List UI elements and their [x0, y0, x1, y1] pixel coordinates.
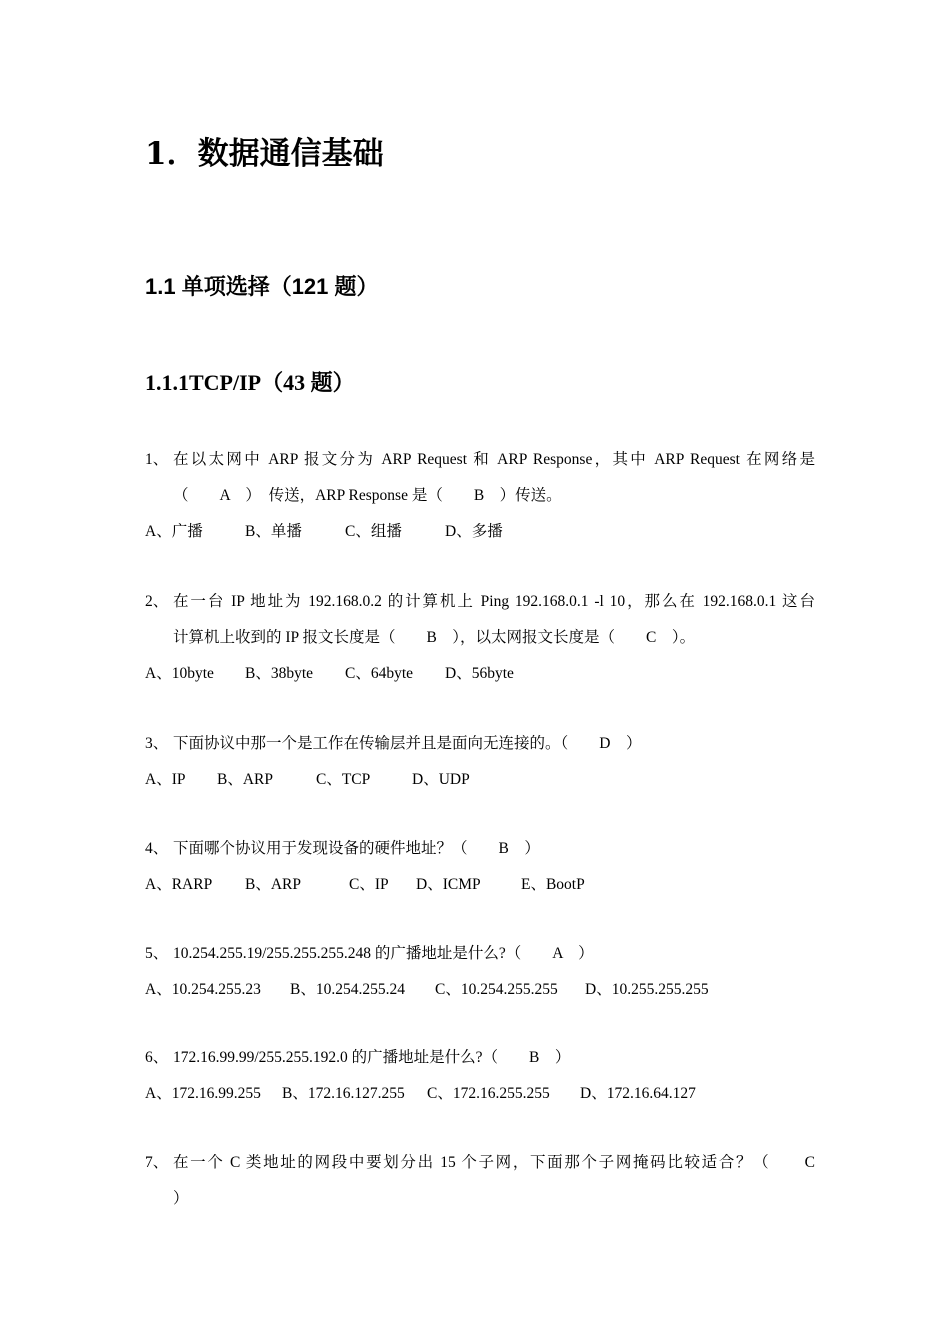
option-b: B、ARP	[217, 771, 273, 788]
option-c: C、TCP	[316, 771, 371, 788]
answer-options	[145, 1076, 815, 1112]
question-1	[145, 442, 815, 550]
question-3	[145, 726, 815, 798]
option-c: C、组播	[345, 523, 402, 540]
chapter-heading: 1．数据通信基础	[145, 136, 384, 172]
answer-options	[145, 972, 815, 1008]
option-d: D、UDP	[412, 771, 470, 788]
option-a: A、10.254.255.23	[145, 981, 261, 998]
answer-options	[145, 867, 815, 903]
question-text: 下面协议中那一个是工作在传输层并且是面向无连接的。（ D ）	[173, 735, 642, 752]
answer-options	[145, 656, 815, 692]
question-text: ）	[173, 1190, 189, 1207]
question-number: 2、	[145, 593, 169, 610]
option-b: B、172.16.127.255	[282, 1085, 405, 1102]
question-text: 下面哪个协议用于发现设备的硬件地址？（ B ）	[173, 840, 540, 857]
answer-options	[145, 514, 815, 550]
option-c: C、64byte	[345, 665, 414, 682]
question-text: 10.254.255.19/255.255.255.248 的广播地址是什么?（ A ）	[173, 945, 594, 962]
option-e: E、BootP	[521, 876, 585, 893]
question-2	[145, 584, 815, 692]
question-number: 5、	[145, 945, 169, 962]
option-a: A、10byte	[145, 665, 214, 682]
question-7	[145, 1145, 815, 1217]
question-6	[145, 1040, 815, 1112]
question-text: 在一台 IP 地址为 192.168.0.2 的计算机上 Ping 192.168.0.1 -l 10，那么在 192.168.0.1 这台	[173, 593, 815, 610]
option-a: A、IP	[145, 771, 186, 788]
question-number: 4、	[145, 840, 169, 857]
option-c: C、10.254.255.255	[435, 981, 558, 998]
question-text: 在以太网中 ARP 报文分为 ARP Request 和 ARP Response，其中 ARP Request 在网络是	[173, 451, 815, 468]
question-number: 1、	[145, 451, 169, 468]
question-number: 3、	[145, 735, 169, 752]
question-number: 6、	[145, 1049, 169, 1066]
option-d: D、ICMP	[416, 876, 481, 893]
subsection-heading: 1.1.1TCP/IP（43 题）	[145, 370, 355, 395]
question-text: 在一个 C 类地址的网段中要划分出 15 个子网，下面那个子网掩码比较适合？（ C	[173, 1154, 815, 1171]
option-b: B、10.254.255.24	[290, 981, 405, 998]
option-b: B、单播	[245, 523, 302, 540]
option-d: D、56byte	[445, 665, 514, 682]
answer-options	[145, 762, 815, 798]
option-d: D、172.16.64.127	[580, 1085, 696, 1102]
option-a: A、广播	[145, 523, 203, 540]
option-b: B、ARP	[245, 876, 301, 893]
option-c: C、IP	[349, 876, 389, 893]
option-a: A、172.16.99.255	[145, 1085, 261, 1102]
option-c: C、172.16.255.255	[427, 1085, 550, 1102]
option-d: D、多播	[445, 523, 503, 540]
option-a: A、RARP	[145, 876, 213, 893]
option-b: B、38byte	[245, 665, 314, 682]
question-text: 计算机上收到的 IP 报文长度是（ B ），以太网报文长度是（ C ）。	[173, 629, 696, 646]
question-number: 7、	[145, 1154, 169, 1171]
option-d: D、10.255.255.255	[585, 981, 709, 998]
question-text: 172.16.99.99/255.255.192.0 的广播地址是什么?（ B ）	[173, 1049, 571, 1066]
section-heading: 1.1 单项选择（121 题）	[145, 274, 379, 299]
question-4	[145, 831, 815, 903]
question-text: （ A ） 传送，ARP Response 是（ B ）传送。	[173, 487, 562, 504]
question-5	[145, 936, 815, 1008]
